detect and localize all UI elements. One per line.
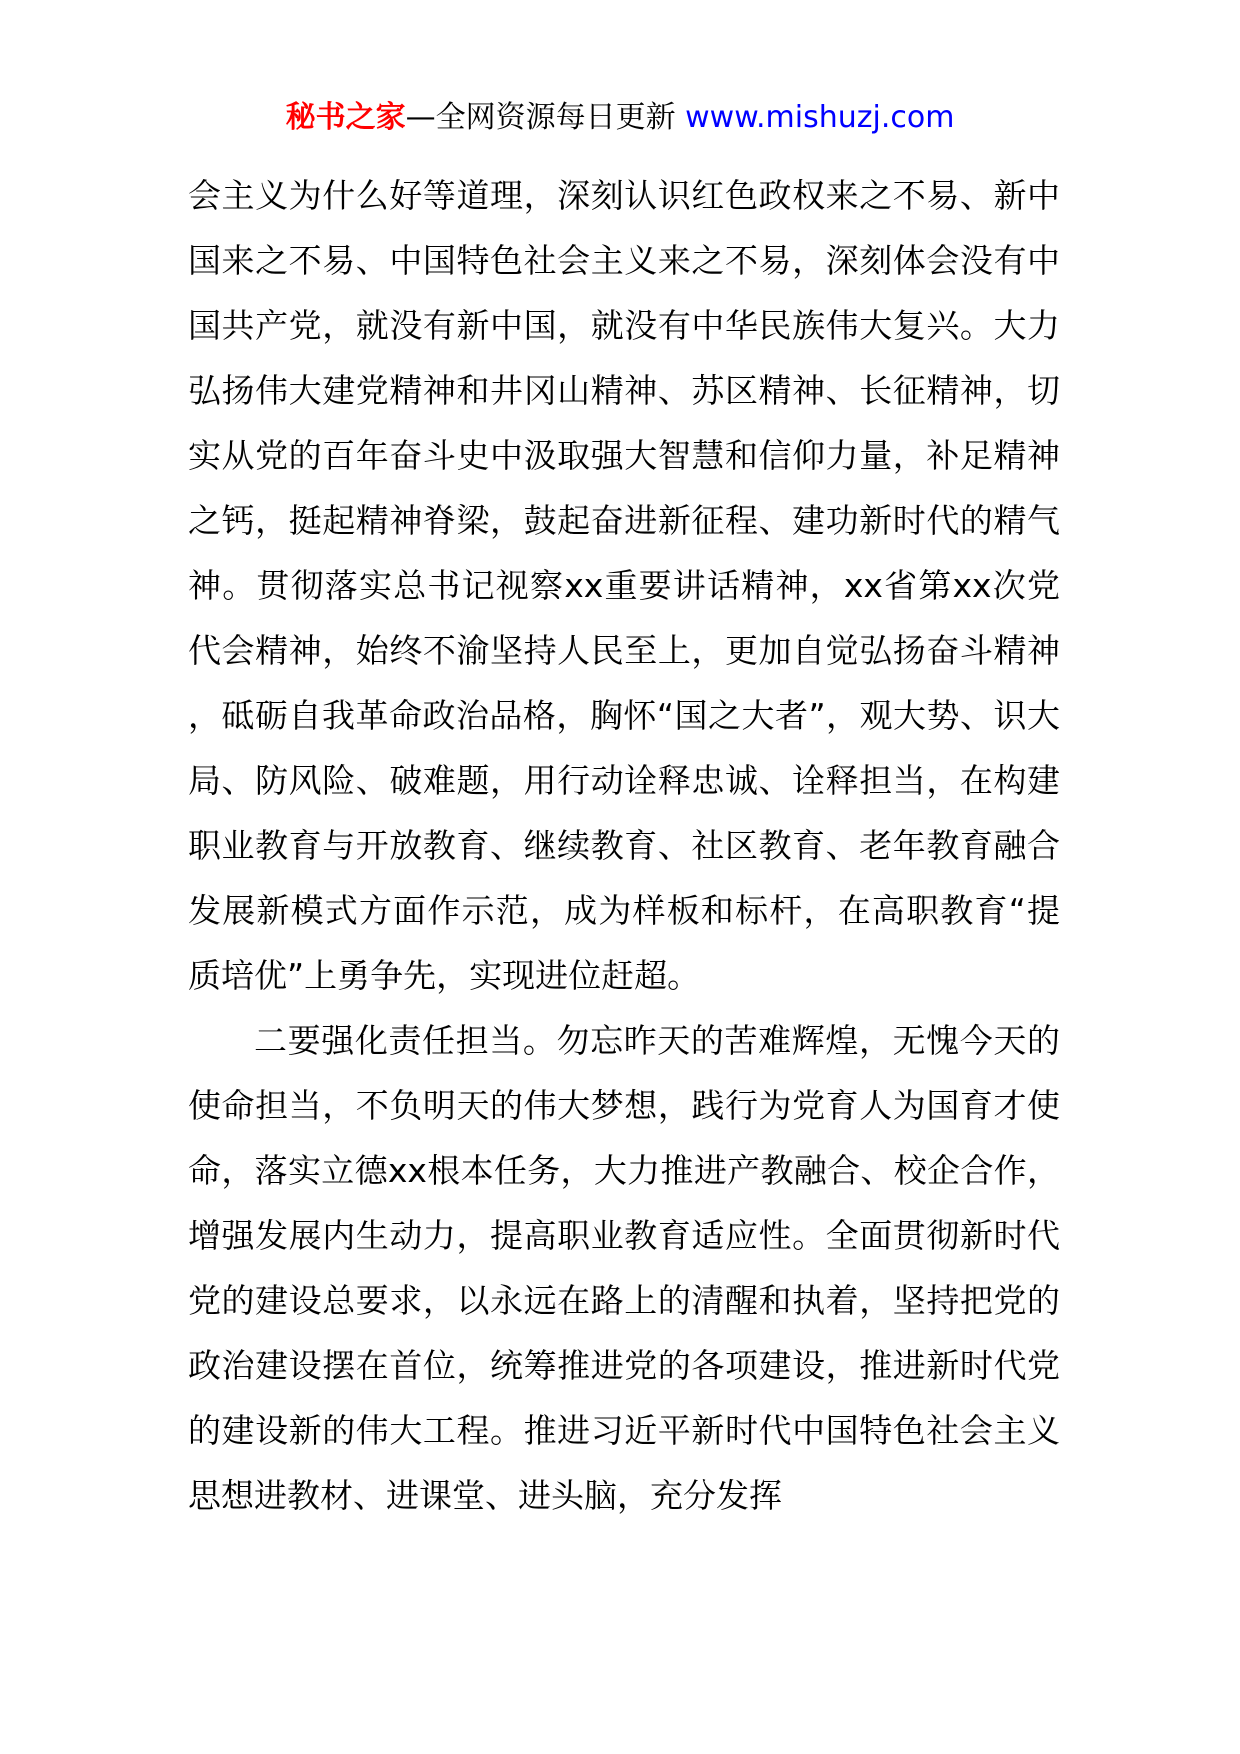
brand-name: 秘书之家 (285, 100, 406, 135)
header-url[interactable]: www.mishuzj.com (685, 100, 955, 135)
paragraph-continued: 会主义为什么好等道理，深刻认识红色政权来之不易、新中国来之不易、中国特色社会主义来之不易，深刻体会没有中国共产党，就没有新中国，就没有中华民族伟大复兴。大力弘扬伟大建党精神和井冈山精神、苏区精神、长征精神，切实从党的百年奋斗史中汲取强大智慧和信仰力量，补足精神之钙，挺起精神脊梁，鼓起奋进新征程、建功新时代的精气神。贯彻落实总书记视察xx重要讲话精神，xx省第xx次党代会精神，始终不渝坚持人民至上，更加自觉弘扬奋斗精神，砥砺自我革命政治品格，胸怀“国之大者”，观大势、识大局、防风险、破难题，用行动诠释忠诚、诠释担当，在构建职业教育与开放教育、继续教育、社区教育、老年教育融合发展新模式方面作示范，成为样板和标杆，在高职教育“提质培优”上勇争先，实现进位赶超。 (188, 176, 1060, 995)
header-tagline: —全网资源每日更新 (405, 100, 676, 135)
page-header (0, 98, 1240, 138)
paragraph-responsibility: 二要强化责任担当。勿忘昨天的苦难辉煌，无愧今天的使命担当，不负明天的伟大梦想，践行为党育人为国育才使命，落实立德xx根本任务，大力推进产教融合、校企合作，增强发展内生动力，提高职业教育适应性。全面贯彻新时代党的建设总要求，以永远在路上的清醒和执着，坚持把党的政治建设摆在首位，统筹推进党的各项建设，推进新时代党的建设新的伟大工程。推进习近平新时代中国特色社会主义思想进教材、进课堂、进头脑，充分发挥 (188, 1021, 1060, 1515)
document-body (188, 163, 1060, 1528)
